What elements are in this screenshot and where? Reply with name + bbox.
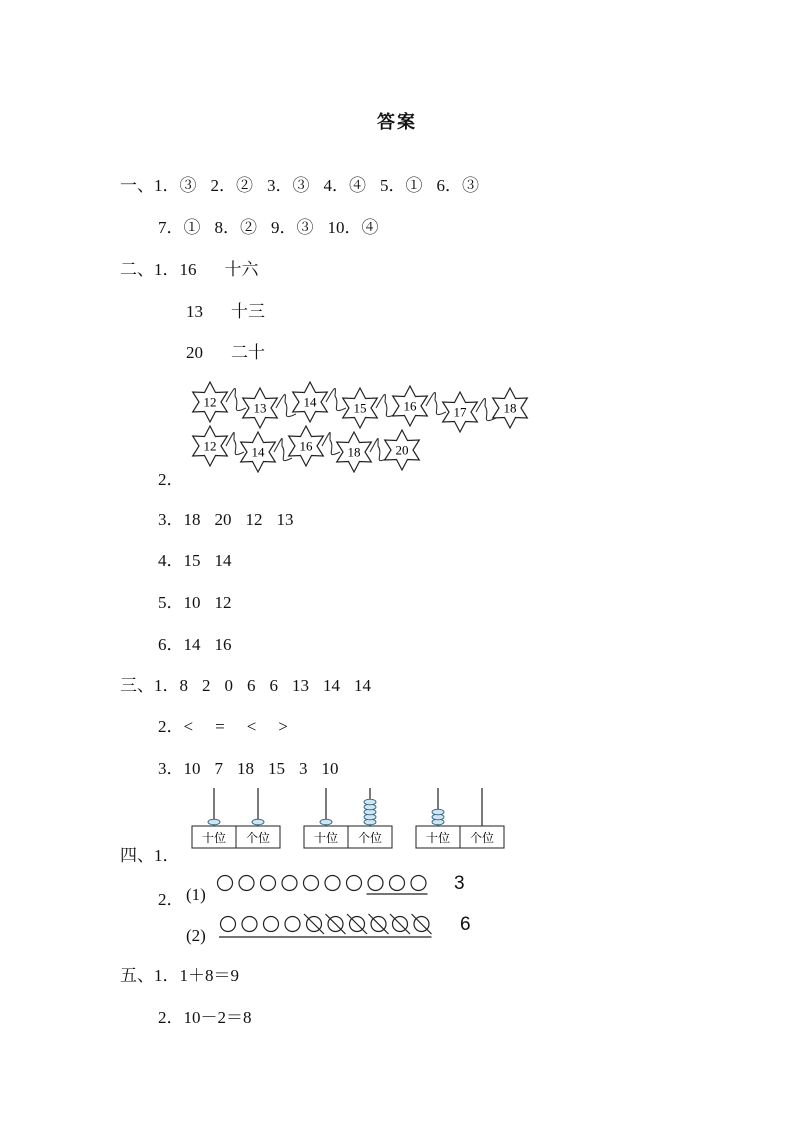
q-number: 1． <box>154 260 180 279</box>
abacus-bead <box>320 819 332 825</box>
answer-value: 0 <box>224 676 233 695</box>
section-2-label: 二、 <box>120 260 154 279</box>
section-4-label: 四、 <box>120 846 154 865</box>
circled-answer: ② <box>240 218 257 237</box>
answer-number: 20 <box>186 343 203 362</box>
circled-answer: ④ <box>349 176 366 195</box>
answer-value: 16 <box>214 635 232 654</box>
section-4-q2-number: 2． <box>158 890 184 909</box>
answer-value: 2 <box>202 676 211 695</box>
section-3-label: 三、 <box>120 676 154 695</box>
choice-answer <box>324 176 381 195</box>
q-number: 10． <box>327 218 362 237</box>
q-number: 9． <box>271 218 297 237</box>
q-number: 1． <box>154 846 180 865</box>
star-number: 16 <box>299 438 313 454</box>
section-2-q4 <box>158 546 246 571</box>
count-circle <box>282 876 297 891</box>
circled-answer: ① <box>405 176 423 195</box>
star-number: 13 <box>253 400 267 416</box>
abacus-figure <box>190 786 520 861</box>
choice-answer <box>154 176 211 195</box>
choice-answer <box>215 218 272 237</box>
q-number: 2． <box>158 717 184 736</box>
choice-answer <box>328 218 379 237</box>
circled-answer: ④ <box>361 218 379 237</box>
answer-value: 14 <box>323 676 340 695</box>
q-number: 1． <box>154 676 180 695</box>
abacus-bead <box>252 819 264 825</box>
star-number: 20 <box>395 442 409 458</box>
answer-value: 12 <box>214 593 232 612</box>
section-2-q1-line-1 <box>120 255 259 280</box>
answer-value: 14 <box>354 676 371 695</box>
answer-value: < <box>246 717 257 736</box>
circled-answer: ② <box>236 176 253 195</box>
section-2-q3 <box>158 505 308 530</box>
q-number: 8． <box>214 218 240 237</box>
answer-value: 6 <box>247 676 256 695</box>
circles-part-2 <box>218 913 448 946</box>
section-2-q1-line-3 <box>186 338 265 363</box>
answer-word: 十六 <box>224 260 259 279</box>
choice-answer <box>437 176 480 195</box>
circled-answer: ③ <box>179 176 197 195</box>
circled-answer: ③ <box>462 176 479 195</box>
q-number: 1． <box>154 176 180 195</box>
answer-value: = <box>215 717 225 736</box>
part-1-answer: 3 <box>454 873 465 894</box>
count-circle <box>242 917 257 932</box>
answer-value: 13 <box>292 676 309 695</box>
answer-value: 7 <box>214 759 223 778</box>
star-number: 12 <box>203 394 217 410</box>
star-number: 14 <box>303 394 317 410</box>
count-circle <box>347 876 362 891</box>
count-circle <box>325 876 340 891</box>
answer-value: 10 <box>183 593 201 612</box>
count-circle <box>218 876 233 891</box>
circled-answer: ③ <box>296 218 314 237</box>
section-4-q1 <box>120 841 180 866</box>
q-number: 6． <box>436 176 462 195</box>
choice-answer <box>380 176 437 195</box>
choice-answer <box>158 218 215 237</box>
star-chain-svg <box>188 376 538 476</box>
q-number: 3． <box>158 510 184 529</box>
section-5-q1 <box>120 961 239 986</box>
section-2-q2-number: 2． <box>158 470 184 489</box>
answer-value: > <box>278 717 288 736</box>
star-number: 17 <box>453 404 467 420</box>
part-1-label: (1) <box>186 885 206 904</box>
star-number: 18 <box>347 444 361 460</box>
tens-label: 十位 <box>425 831 451 845</box>
section-3-q3 <box>158 754 353 779</box>
q-number: 4． <box>158 551 184 570</box>
chain-curl <box>276 394 296 416</box>
section-3-q1 <box>120 671 385 696</box>
ones-label: 个位 <box>245 831 271 845</box>
circled-answer: ③ <box>292 176 310 195</box>
section-5-label: 五、 <box>120 966 154 985</box>
section-2-q6 <box>158 630 246 655</box>
section-1-label: 一、 <box>120 176 154 195</box>
answer-value: 18 <box>237 759 254 778</box>
abacus-bead <box>208 819 220 825</box>
star-number: 16 <box>403 398 417 414</box>
answer-value: 15 <box>268 759 285 778</box>
answer-value: 18 <box>183 510 201 529</box>
count-circle <box>264 917 279 932</box>
q-number: 2． <box>210 176 236 195</box>
q-number: 2． <box>158 1008 184 1027</box>
count-circle <box>221 917 236 932</box>
answer-value: 3 <box>299 759 308 778</box>
circled-answer: ① <box>183 218 201 237</box>
answer-value: 14 <box>183 635 201 654</box>
section-1-row-2 <box>158 213 379 238</box>
abacus-svg <box>190 786 520 856</box>
q-number: 1． <box>154 966 180 985</box>
count-circle <box>411 876 426 891</box>
answer-value: 6 <box>269 676 278 695</box>
q-number: 6． <box>158 635 184 654</box>
count-circle <box>261 876 276 891</box>
star-number: 12 <box>203 438 217 454</box>
chain-curl <box>274 438 292 460</box>
circles-part-1 <box>215 872 445 903</box>
equation: 1＋8＝9 <box>179 966 239 985</box>
choice-answer <box>267 176 324 195</box>
star-number: 18 <box>503 400 517 416</box>
part-2-label: (2) <box>186 926 206 945</box>
abacus-bead <box>432 809 444 815</box>
count-circle <box>239 876 254 891</box>
count-circle <box>390 876 405 891</box>
star-chain-figure <box>188 376 538 481</box>
tens-label: 十位 <box>313 831 339 845</box>
q-number: 5． <box>380 176 406 195</box>
answer-value: 15 <box>183 551 201 570</box>
section-1-row-1 <box>120 171 479 196</box>
answer-value: 8 <box>179 676 188 695</box>
count-circle <box>285 917 300 932</box>
tens-label: 十位 <box>201 831 227 845</box>
q-number: 7． <box>158 218 184 237</box>
answer-number: 16 <box>179 260 197 279</box>
count-circle <box>368 876 383 891</box>
answer-value: 10 <box>183 759 201 778</box>
section-3-q2 <box>158 712 310 737</box>
ones-label: 个位 <box>469 831 495 845</box>
choice-answer <box>271 218 328 237</box>
answer-number: 13 <box>186 302 203 321</box>
chain-curl <box>376 394 396 416</box>
abacus-bead <box>364 799 376 805</box>
page-title: 答案 <box>377 112 417 132</box>
answer-word: 十三 <box>231 302 265 321</box>
answer-value: 20 <box>214 510 232 529</box>
q-number: 3． <box>158 759 184 778</box>
star-number: 15 <box>353 400 367 416</box>
section-2-q5 <box>158 588 246 613</box>
answer-value: 14 <box>214 551 232 570</box>
answer-word: 二十 <box>231 343 265 362</box>
ones-label: 个位 <box>357 831 383 845</box>
answer-value: 10 <box>321 759 339 778</box>
q-number: 4． <box>323 176 349 195</box>
answer-value: 12 <box>245 510 263 529</box>
answer-value: 13 <box>276 510 294 529</box>
equation: 10－2＝8 <box>183 1008 252 1027</box>
part-2-answer: 6 <box>460 914 471 935</box>
choice-answer <box>211 176 268 195</box>
star-number: 14 <box>251 444 265 460</box>
section-5-q2 <box>158 1003 252 1028</box>
q-number: 3． <box>267 176 293 195</box>
count-circle <box>304 876 319 891</box>
section-2-q1-line-2 <box>186 297 265 322</box>
answer-value: < <box>183 717 194 736</box>
q-number: 5． <box>158 593 184 612</box>
